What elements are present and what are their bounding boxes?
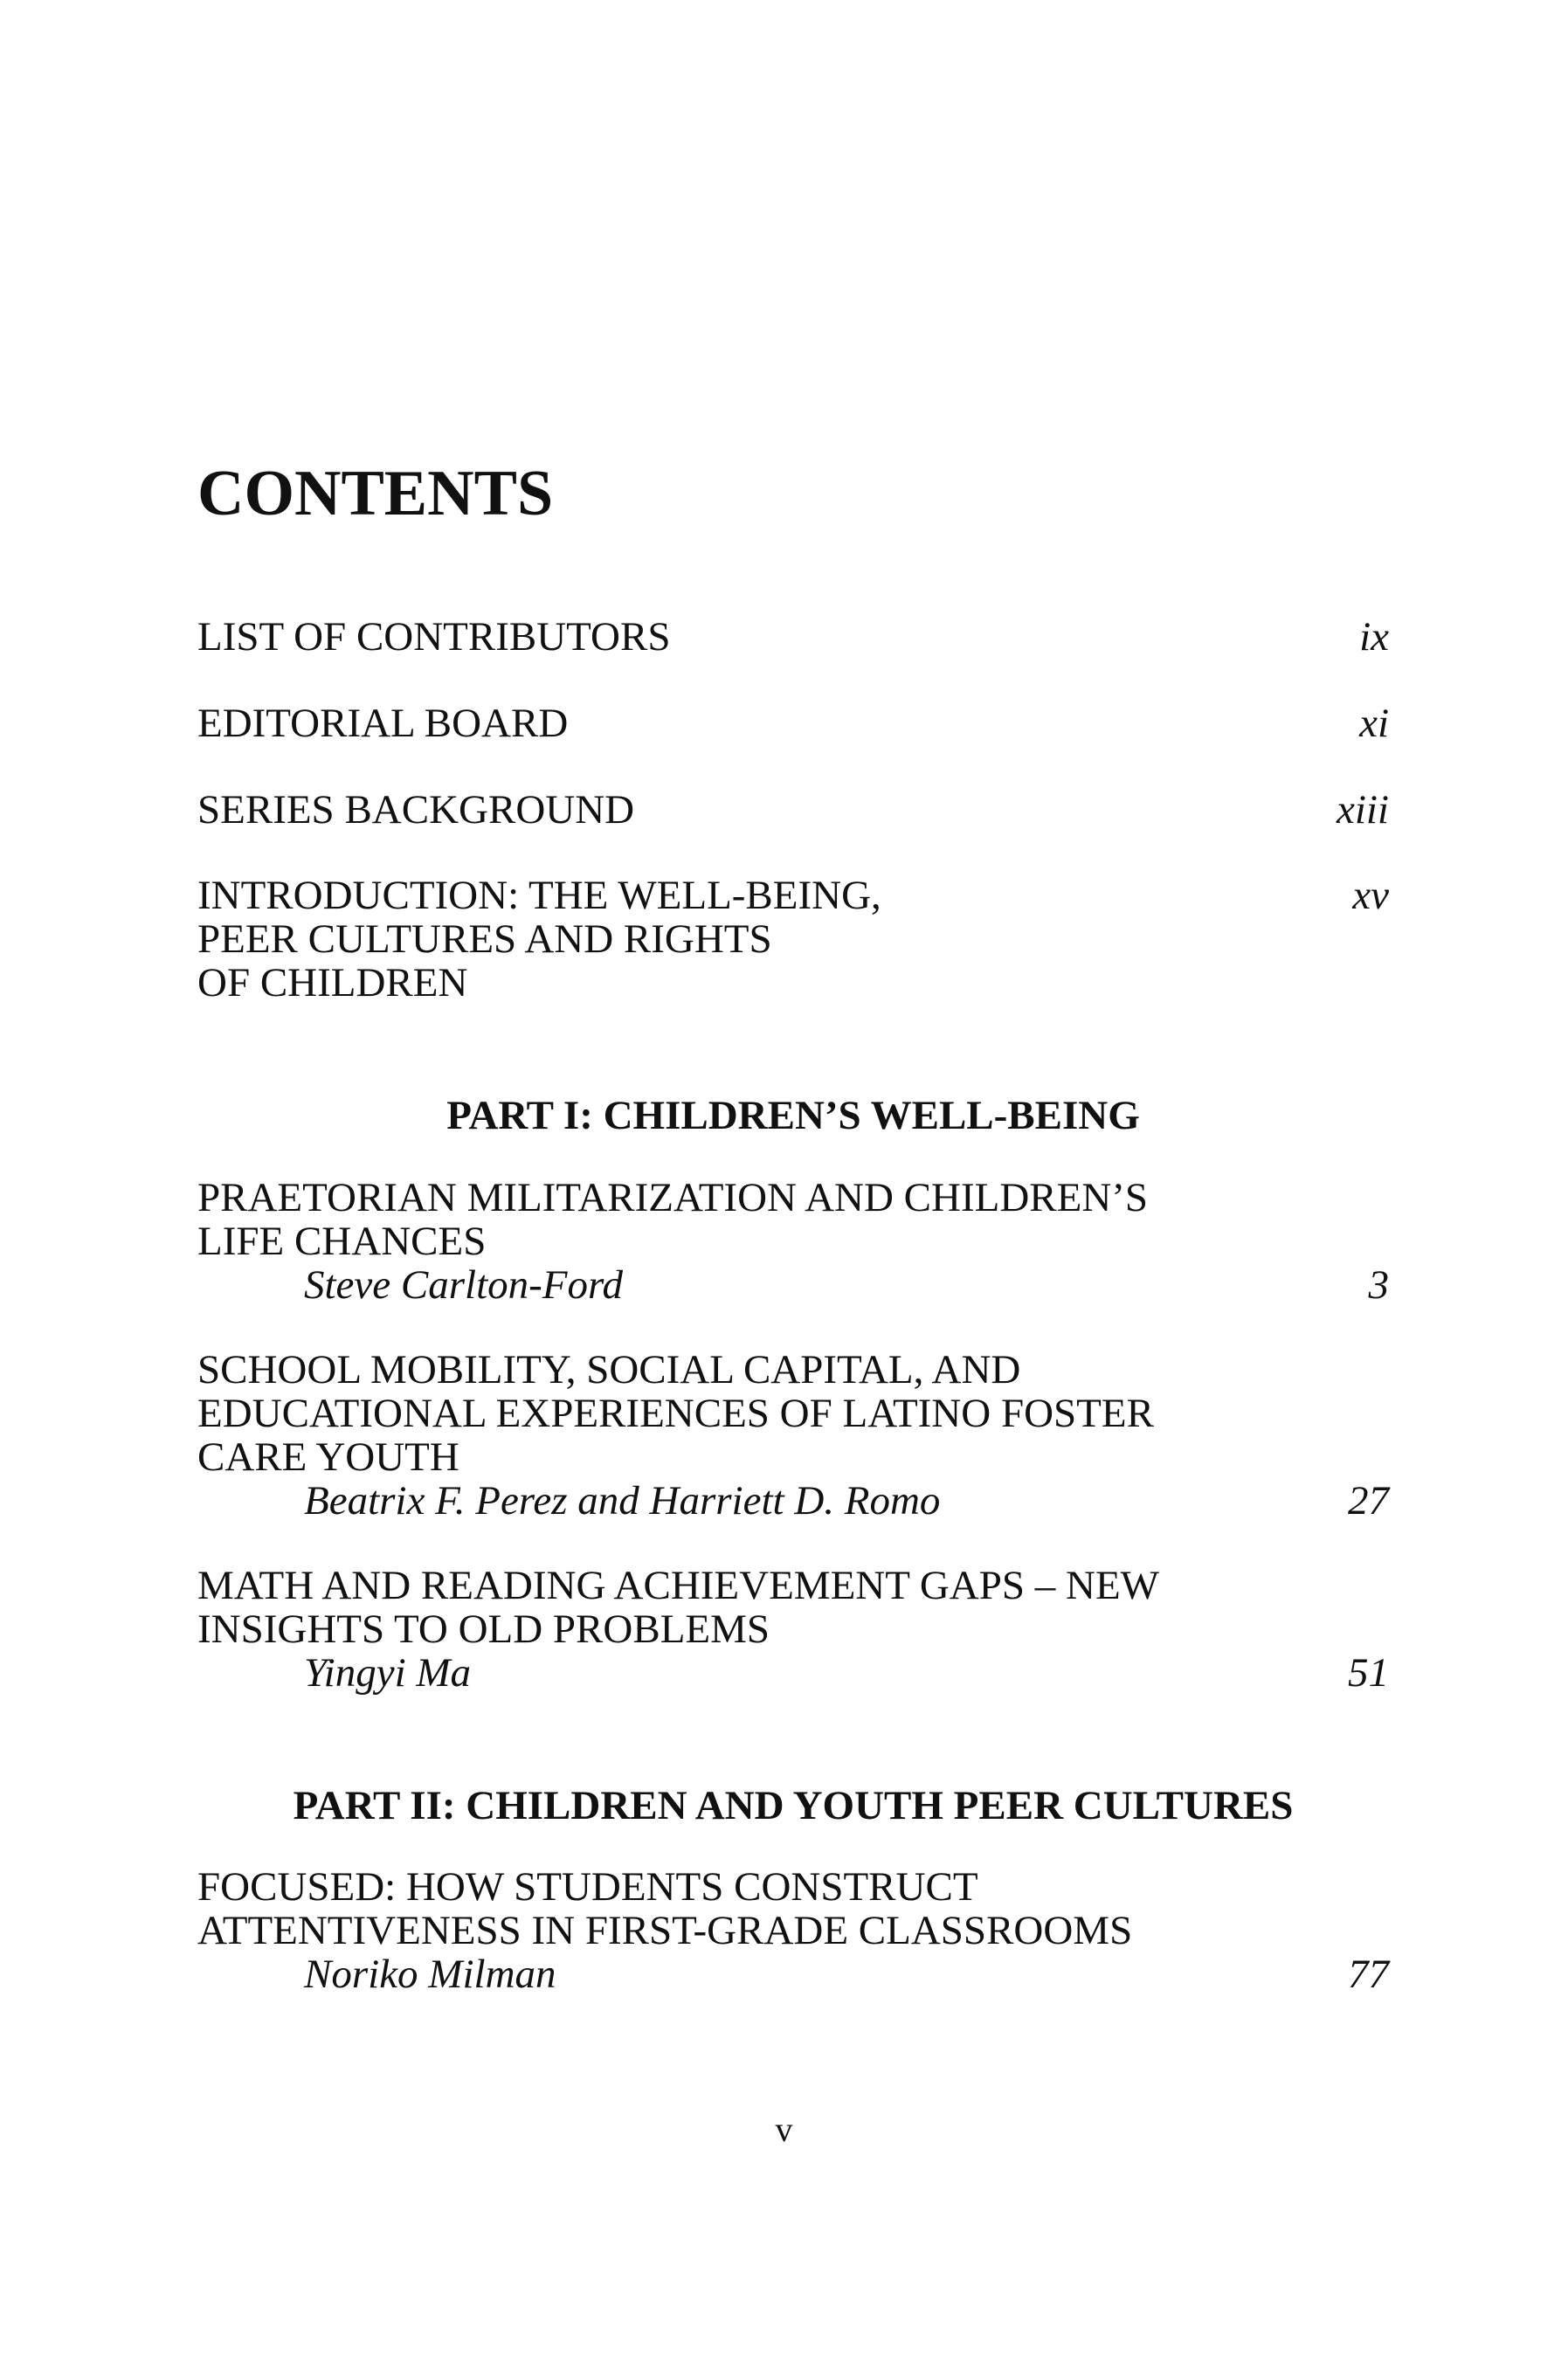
toc-entry-title-line: SCHOOL MOBILITY, SOCIAL CAPITAL, AND: [197, 1347, 1021, 1392]
toc-entry-page: xv: [1352, 873, 1389, 918]
toc-entry-title: LIST OF CONTRIBUTORS: [197, 614, 671, 660]
toc-entry-title-line: MATH AND READING ACHIEVEMENT GAPS – NEW: [197, 1563, 1160, 1608]
toc-author: Yingyi Ma: [304, 1650, 472, 1696]
toc-author-line: [197, 1263, 1389, 1307]
toc-entry-page: xi: [1359, 701, 1389, 746]
toc-entry-contributors: [197, 615, 1389, 659]
toc-author: Beatrix F. Perez and Harriett D. Romo: [304, 1478, 941, 1524]
toc-entry-page: 27: [1348, 1478, 1389, 1524]
toc-chapter-math-reading: [197, 1564, 1389, 1695]
page-number: v: [775, 2110, 793, 2149]
toc-entry-title-line: PRAETORIAN MILITARIZATION AND CHILDREN’S: [197, 1175, 1149, 1220]
part-heading-2: PART II: CHILDREN AND YOUTH PEER CULTURES: [293, 1783, 1294, 1828]
toc-entry-title-line: FOCUSED: HOW STUDENTS CONSTRUCT: [197, 1864, 978, 1910]
toc-author: Noriko Milman: [304, 1952, 556, 1997]
toc-entry-title-line: EDUCATIONAL EXPERIENCES OF LATINO FOSTER: [197, 1391, 1154, 1436]
toc-entry-page: 3: [1368, 1262, 1389, 1308]
toc-entry-page: ix: [1359, 614, 1389, 660]
toc-entry-series-background: [197, 788, 1389, 832]
toc-entry-page: xiii: [1336, 787, 1389, 833]
toc-entry-editorial-board: [197, 701, 1389, 745]
toc-entry-title-line: LIFE CHANCES: [197, 1219, 487, 1264]
toc-entry-title: EDITORIAL BOARD: [197, 701, 569, 746]
part-heading-1: PART I: CHILDREN’S WELL-BEING: [446, 1093, 1140, 1138]
toc-entry-title-line: OF CHILDREN: [197, 960, 468, 1005]
toc-chapter-focused: [197, 1865, 1389, 1996]
toc-entry-title-line: ATTENTIVENESS IN FIRST-GRADE CLASSROOMS: [197, 1908, 1133, 1953]
toc-entry-page: 77: [1348, 1952, 1389, 1997]
toc-author-line: [197, 1952, 1389, 1996]
toc-entry-introduction: [197, 874, 1389, 1005]
toc-entry-title-line: CARE YOUTH: [197, 1434, 459, 1480]
toc-entry-title-line: INTRODUCTION: THE WELL-BEING,: [197, 873, 881, 918]
toc-chapter-praetorian: [197, 1176, 1389, 1307]
toc-chapter-school-mobility: [197, 1348, 1389, 1523]
toc-author: Steve Carlton-Ford: [304, 1262, 624, 1308]
toc-author-line: [197, 1479, 1389, 1523]
toc-entry-page: 51: [1348, 1650, 1389, 1696]
page-title: CONTENTS: [197, 458, 554, 529]
toc-entry-title-line: PEER CULTURES AND RIGHTS: [197, 916, 772, 962]
toc-entry-title-line: INSIGHTS TO OLD PROBLEMS: [197, 1606, 770, 1652]
toc-author-line: [197, 1651, 1389, 1695]
toc-entry-title: SERIES BACKGROUND: [197, 787, 635, 833]
